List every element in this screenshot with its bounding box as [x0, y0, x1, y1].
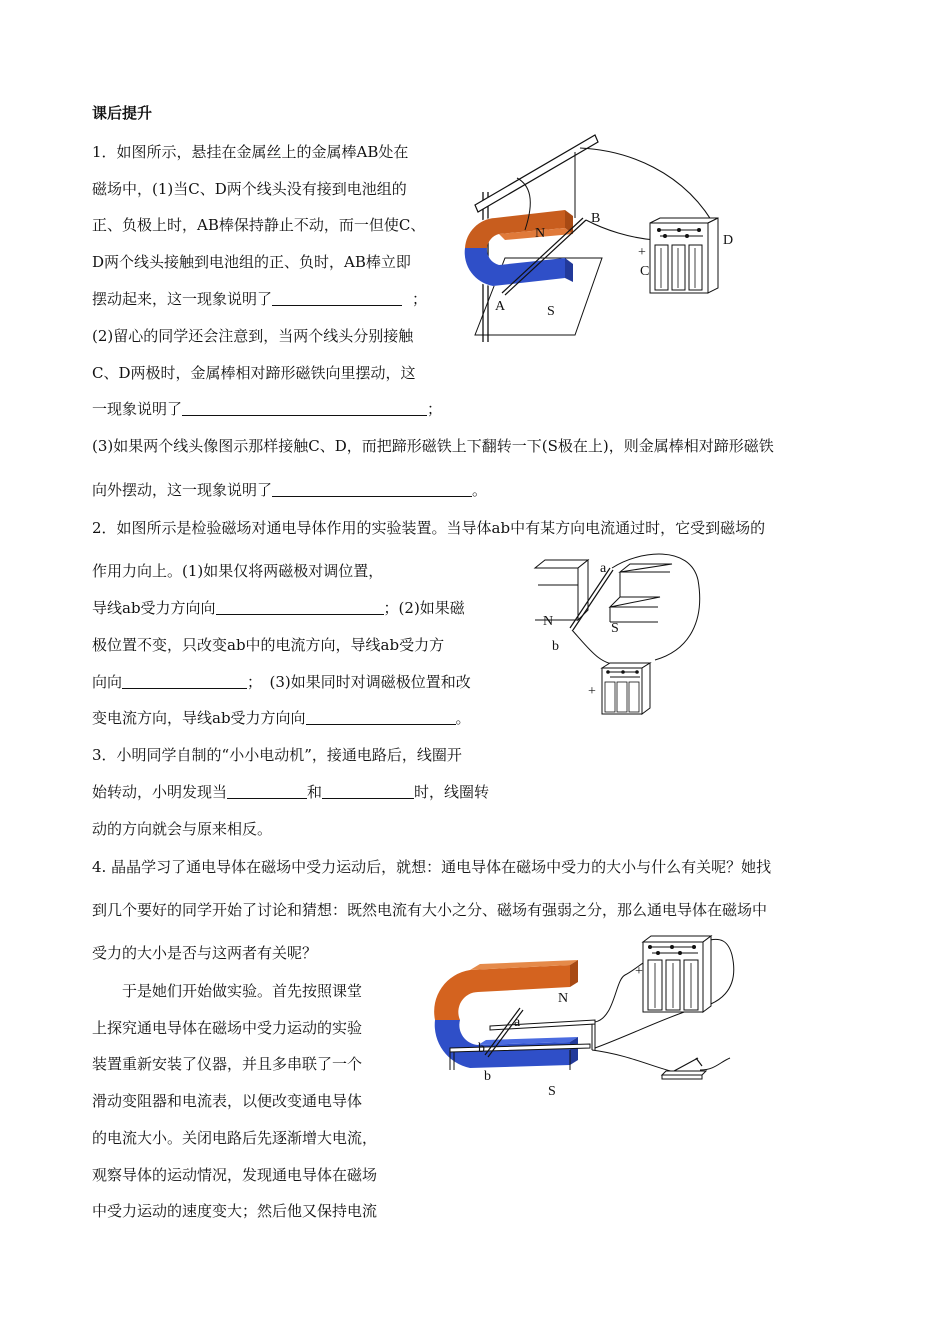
q1-line-10-text: 向外摆动，这一现象说明了 [92, 481, 273, 499]
q1-label-d: D [723, 233, 734, 248]
q1-line-5-end: ； [412, 290, 428, 308]
q2-label-a: a [600, 561, 607, 576]
q1-blank-1[interactable] [272, 290, 402, 306]
q3-blank-2[interactable] [322, 783, 414, 799]
q1-line-2: 磁场中，(1)当C、D两个线头没有接到电池组的 [92, 180, 407, 198]
q4-label-s: S [548, 1084, 556, 1099]
q1-line-3: 正、负极上时，AB棒保持静止不动，而一但使C、 [92, 216, 426, 234]
q4-label-n: N [558, 991, 569, 1006]
q4-line-5: 上探究通电导体在磁场中受力运动的实验 [92, 1019, 363, 1037]
q1-label-plus: + [638, 245, 646, 260]
q2-line-5-text: 向向 [92, 673, 123, 691]
q2-line-6 [92, 708, 471, 728]
q1-label-c: C [640, 264, 650, 279]
q1-line-1: 1．如图所示，悬挂在金属丝上的金属棒AB处在 [92, 143, 409, 161]
q4-line-9: 观察导体的运动情况，发现通电导体在磁场 [92, 1166, 378, 1184]
q1-label-b: B [591, 211, 601, 226]
q4-line-3: 受力的大小是否与这两者有关呢？ [92, 944, 318, 962]
q2-line-5-end: ； (3)如果同时对调磁极位置和改 [247, 673, 471, 691]
q3-line-2 [92, 782, 489, 802]
q1-figure [455, 130, 740, 345]
q1-label-n: N [535, 226, 546, 241]
q1-line-5-text: 摆动起来，这一现象说明了 [92, 290, 273, 308]
q1-label-a: A [495, 299, 506, 314]
q4-line-2: 到几个要好的同学开始了讨论和猜想：既然电流有大小之分、磁场有强弱之分，那么通电导体在磁场中 [92, 901, 768, 919]
q3-line-3: 动的方向就会与原来相反。 [92, 820, 273, 838]
q3-blank-1[interactable] [227, 783, 307, 799]
q3-line-1: 3．小明同学自制的“小小电动机”，接通电路后，线圈开 [92, 746, 462, 764]
q2-line-6-text: 变电流方向，导线ab受力方向向 [92, 709, 306, 727]
q1-line-9: (3)如果两个线头像图示那样接触C、D，而把蹄形磁铁上下翻转一下(S极在上)，则金属棒相对蹄形磁铁 [92, 437, 774, 455]
q2-line-1: 2．如图所示是检验磁场对通电导体作用的实验装置。当导体ab中有某方向电流通过时，它受到磁场的 [92, 519, 766, 537]
q2-line-3 [92, 598, 465, 618]
q2-label-n: N [543, 614, 554, 629]
q2-label-b: b [552, 639, 559, 654]
q1-line-10-end: 。 [472, 481, 488, 499]
q1-line-10 [92, 480, 487, 500]
q4-battery [643, 936, 711, 1012]
q2-line-3-end: ；(2)如果磁 [383, 599, 465, 617]
q1-line-5 [92, 289, 427, 309]
q1-line-8 [92, 399, 442, 419]
q4-label-b-upper: b [478, 1041, 485, 1056]
q2-blank-3[interactable] [306, 709, 456, 725]
q4-label-a: a [514, 1015, 521, 1030]
q4-line-1: 4. 晶晶学习了通电导体在磁场中受力运动后，就想：通电导体在磁场中受力的大小与什么有关呢？她找 [92, 858, 772, 876]
q2-line-3-text: 导线ab受力方向向 [92, 599, 216, 617]
q1-line-4: D两个线头接触到电池组的正、负时，AB棒立即 [92, 253, 411, 271]
q1-line-8-text: 一现象说明了 [92, 400, 183, 418]
q4-line-6: 装置重新安装了仪器，并且多串联了一个 [92, 1055, 363, 1073]
q2-blank-1[interactable] [216, 599, 384, 615]
q4-line-8: 的电流大小。关闭电路后先逐渐增大电流， [92, 1129, 378, 1147]
q4-line-4: 于是她们开始做实验。首先按照课堂 [92, 982, 363, 1000]
q1-line-6: (2)留心的同学还会注意到，当两个线头分别接触 [92, 327, 414, 345]
q4-line-10: 中受力运动的速度变大；然后他又保持电流 [92, 1202, 378, 1220]
q1-label-s: S [547, 304, 555, 319]
q2-line-4: 极位置不变，只改变ab中的电流方向，导线ab受力方 [92, 636, 445, 654]
q1-line-7: C、D两极时，金属棒相对蹄形磁铁向里摆动，这 [92, 364, 416, 382]
q4-switch [662, 1058, 706, 1079]
q3-line-2-and: 和 [307, 783, 323, 801]
q4-line-7: 滑动变阻器和电流表，以便改变通电导体 [92, 1092, 363, 1110]
q2-conductor-ab [570, 568, 610, 628]
q2-line-2: 作用力向上。(1)如果仅将两磁极对调位置， [92, 562, 384, 580]
q2-label-plus: + [588, 684, 596, 699]
q2-label-s: S [611, 621, 619, 636]
q2-figure [530, 550, 710, 720]
q4-label-plus: + [635, 964, 643, 979]
q2-line-5 [92, 672, 471, 692]
q3-line-2-text: 始转动，小明发现当 [92, 783, 228, 801]
q2-blank-2[interactable] [122, 673, 247, 689]
q4-label-b-lower: b [484, 1069, 491, 1084]
q2-battery [602, 663, 650, 714]
q2-line-6-end: 。 [455, 709, 471, 727]
q1-line-8-end: ； [427, 400, 443, 418]
q4-figure [430, 930, 745, 1105]
section-title: 课后提升 [92, 104, 153, 122]
q3-line-2-end: 时，线圈转 [414, 783, 490, 801]
q1-battery [650, 218, 718, 293]
q1-blank-3[interactable] [272, 481, 472, 497]
q1-blank-2[interactable] [182, 400, 427, 416]
